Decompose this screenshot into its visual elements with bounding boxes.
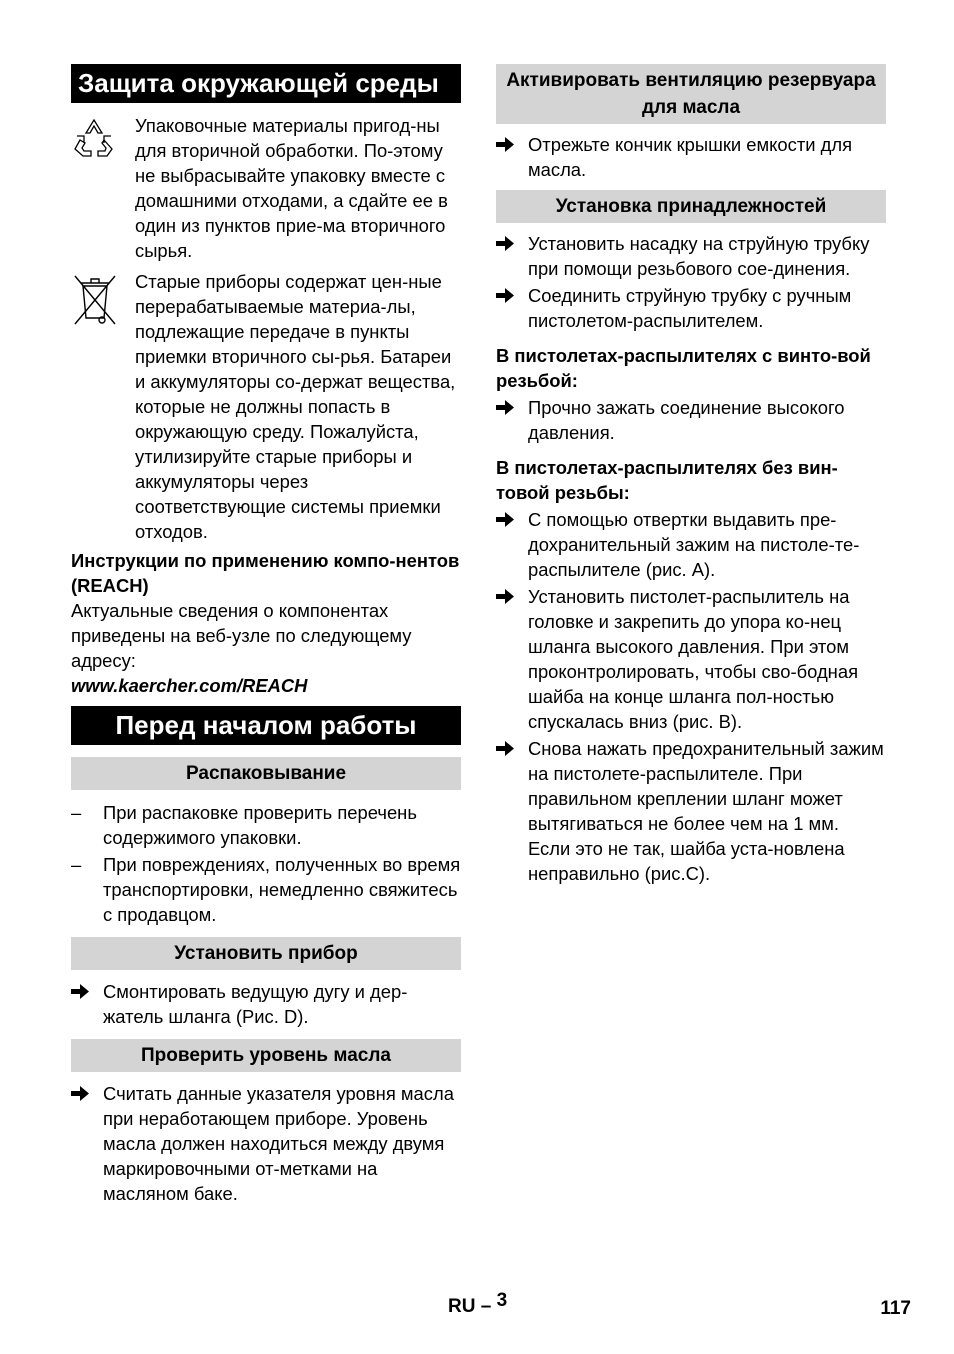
list-item bbox=[71, 1081, 461, 1206]
left-column bbox=[71, 64, 461, 1206]
footer-section-page: 3 bbox=[496, 1290, 508, 1311]
list-item bbox=[496, 132, 886, 182]
arrow-right-icon bbox=[496, 132, 522, 152]
list-item bbox=[496, 584, 886, 734]
recycle-text: Упаковочные материалы пригод-ны для вторичной обработки. По-этому не выбрасывайте упаковку вместе с домашними отходами, а сдайте ее в один из пунктов прие-ма вторичного сырья. bbox=[135, 115, 448, 261]
list-item-text: Соединить струйную трубку с ручным пистолетом-распылителем. bbox=[528, 285, 852, 331]
arrow-right-icon bbox=[496, 231, 522, 251]
accessories-list bbox=[496, 231, 886, 333]
list-item-text: Смонтировать ведущую дугу и дер-жатель шланга (Рис. D). bbox=[103, 981, 408, 1027]
list-item bbox=[496, 231, 886, 281]
weee-block bbox=[71, 269, 461, 544]
list-item bbox=[71, 979, 461, 1029]
list-item-text: Установить насадку на струйную трубку при помощи резьбового сое-динения. bbox=[528, 233, 870, 279]
section-heading-environment: Защита окружающей среды bbox=[71, 64, 461, 103]
list-item-text: Считать данные указателя уровня масла при неработающем приборе. Уровень масла должен находиться между двумя маркировочными от-метками на масляном баке. bbox=[103, 1083, 454, 1204]
recycle-block bbox=[71, 113, 461, 263]
reach-text: Актуальные сведения о компонентах приведены на веб-узле по следующему адресу: bbox=[71, 600, 412, 671]
reach-link[interactable]: www.kaercher.com/REACH bbox=[71, 675, 308, 696]
right-column bbox=[496, 64, 886, 886]
list-item-text: Прочно зажать соединение высокого давления. bbox=[528, 397, 845, 443]
footer-lang: RU bbox=[448, 1296, 476, 1317]
arrow-right-icon bbox=[496, 736, 522, 756]
footer-dash: – bbox=[480, 1296, 492, 1317]
reach-heading: Инструкции по применению компо-нентов (REACH) bbox=[71, 550, 460, 596]
list-item bbox=[496, 283, 886, 333]
list-item-text: При распаковке проверить перечень содержимого упаковки. bbox=[103, 802, 417, 848]
list-item-text: С помощью отвертки выдавить пре-дохранительный зажим на пистоле-те-распылителе (рис. A). bbox=[528, 509, 860, 580]
subheading-oil-vent: Активировать вентиляцию резервуара для масла bbox=[496, 64, 886, 124]
section-heading-before-start: Перед началом работы bbox=[71, 706, 461, 745]
arrow-right-icon bbox=[496, 283, 522, 303]
arrow-right-icon bbox=[496, 507, 522, 527]
footer-language-page bbox=[448, 1290, 508, 1318]
subheading-install-device: Установить прибор bbox=[71, 937, 461, 970]
dash-bullet: – bbox=[71, 854, 82, 875]
crossed-bin-icon bbox=[71, 272, 119, 334]
list-item-text: Снова нажать предохранительный зажим на пистолете-распылителе. При правильном креплении шланг может вытягиваться не более чем на 1 мм. Если это не так, шайба уста-новлена неправильно (рис.C). bbox=[528, 738, 884, 884]
dash-bullet: – bbox=[71, 802, 82, 823]
list-item bbox=[71, 800, 461, 850]
list-item-text: При повреждениях, полученных во время транспортировки, немедленно свяжитесь с продавцом. bbox=[103, 854, 461, 925]
unthreaded-gun-heading: В пистолетах-распылителях без вин-товой резьбы: bbox=[496, 457, 838, 503]
list-item bbox=[496, 507, 886, 582]
threaded-gun-heading: В пистолетах-распылителях с винто-вой резьбой: bbox=[496, 345, 871, 391]
subheading-check-oil: Проверить уровень масла bbox=[71, 1039, 461, 1072]
arrow-right-icon bbox=[496, 395, 522, 415]
arrow-right-icon bbox=[71, 1081, 97, 1101]
list-item bbox=[71, 852, 461, 927]
list-item bbox=[496, 736, 886, 886]
unpack-list bbox=[71, 800, 461, 927]
recycle-icon bbox=[71, 116, 117, 166]
page-number: 117 bbox=[880, 1298, 911, 1319]
subheading-accessories: Установка принадлежностей bbox=[496, 190, 886, 223]
arrow-right-icon bbox=[496, 584, 522, 604]
weee-text: Старые приборы содержат цен-ные перерабатываемые материа-лы, подлежащие передаче в пункты приемки вторичного сы-рья. Батареи и аккумуляторы со-держат вещества, которые не должны попасть в окружающую среду. Пожалуйста, утилизируйте старые приборы и аккумуляторы через соответствующие системы приемки отходов. bbox=[135, 271, 456, 542]
list-item-text: Отрежьте кончик крышки емкости для масла. bbox=[528, 134, 853, 180]
arrow-right-icon bbox=[71, 979, 97, 999]
list-item-text: Установить пистолет-распылитель на головке и закрепить до упора ко-нец шланга высокого давления. При этом проконтролировать, чтобы сво-бодная шайба на конце шланга пол-ностью спускалась вниз (рис. B). bbox=[528, 586, 859, 732]
unthreaded-list bbox=[496, 507, 886, 886]
list-item bbox=[496, 395, 886, 445]
subheading-unpacking: Распаковывание bbox=[71, 757, 461, 790]
